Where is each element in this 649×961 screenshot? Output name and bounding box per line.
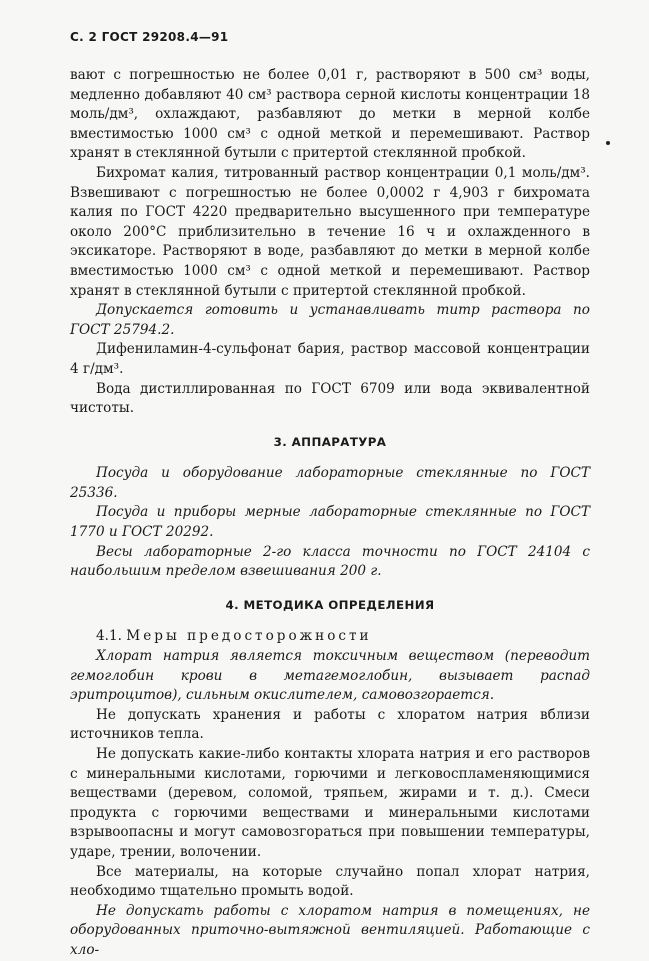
paragraph: Все материалы, на которые случайно попал хлорат натрия, необходимо тщательно промыть водой. xyxy=(70,863,590,900)
paragraph: Не допускать какие-либо контакты хлората натрия и его растворов с минеральными кислотами, горючими и легковоспламеняющимися веществами (деревом, соломой, тряпьем, жирами и т. д.). Смеси продукта с горючими веществами и минеральными кислотами взрывоопасны и могут самовозгораться при повышении температуры, ударе, трении, волочении. xyxy=(70,746,590,860)
paragraph: Бихромат калия, титрованный раствор концентрации 0,1 моль/дм³. Взвешивают с погрешностью не более 0,0002 г 4,903 г бихромата калия по ГОСТ 4220 предварительно высушенного при температуре около 200°С приблизительно в течение 16 ч и охлажденного в эксикаторе. Растворяют в воде, разбавляют до метки в мерной колбе вместимостью 1000 см³ с одной меткой и перемешивают. Раствор хранят в стеклянной бутыли с притертой стеклянной пробкой. xyxy=(70,164,590,299)
section-heading-method: 4. МЕТОДИКА ОПРЕДЕЛЕНИЯ xyxy=(225,597,435,612)
paragraph: Дифениламин-4-сульфонат бария, раствор массовой концентрации 4 г/дм³. xyxy=(70,341,590,377)
paragraph-italic: Допускается готовить и устанавливать титр раствора по ГОСТ 25794.2. xyxy=(70,302,590,338)
apparatus-item: Посуда и приборы мерные лабораторные стеклянные по ГОСТ 1770 и ГОСТ 20292. xyxy=(70,504,590,541)
paragraph: Не допускать хранения и работы с хлоратом натрия вблизи источников тепла. xyxy=(70,706,590,743)
subsection-title: Меры предосторожности xyxy=(126,628,372,645)
apparatus-item: Посуда и оборудование лабораторные стеклянные по ГОСТ 25336. xyxy=(70,465,590,501)
paragraph-italic: Хлорат натрия является токсичным веществом (переводит гемоглобин крови в метагемоглобин, вызывает распад эритроцитов), сильным окислителем, самовозгорается. xyxy=(70,648,590,704)
page-header: С. 2 ГОСТ 29208.4—91 xyxy=(70,30,229,44)
page-content xyxy=(70,66,590,961)
subsection-heading xyxy=(70,627,590,647)
paragraph: вают с погрешностью не более 0,01 г, растворяют в 500 см³ воды, медленно добавляют 40 см³ раствора серной кислоты концентрации 18 моль/дм³, охлаждают, разбавляют до метки в мерной колбе вместимостью 1000 см³ с одной меткой и перемешивают. Раствор хранят в стеклянной бутыли с притертой стеклянной пробкой. xyxy=(70,67,590,162)
margin-dot xyxy=(606,141,610,145)
section-heading-apparatus: 3. АППАРАТУРА xyxy=(273,434,387,449)
paragraph-italic: Не допускать работы с хлоратом натрия в помещениях, не оборудованных приточно-вытяжной вентиляцией. Работающие с хло- xyxy=(70,902,590,958)
paragraph: Вода дистиллированная по ГОСТ 6709 или вода эквивалентной чистоты. xyxy=(70,380,590,417)
apparatus-item: Весы лабораторные 2-го класса точности по ГОСТ 24104 с наибольшим пределом взвешивания 200 г. xyxy=(70,543,590,580)
subsection-number: 4.1. xyxy=(96,628,122,645)
